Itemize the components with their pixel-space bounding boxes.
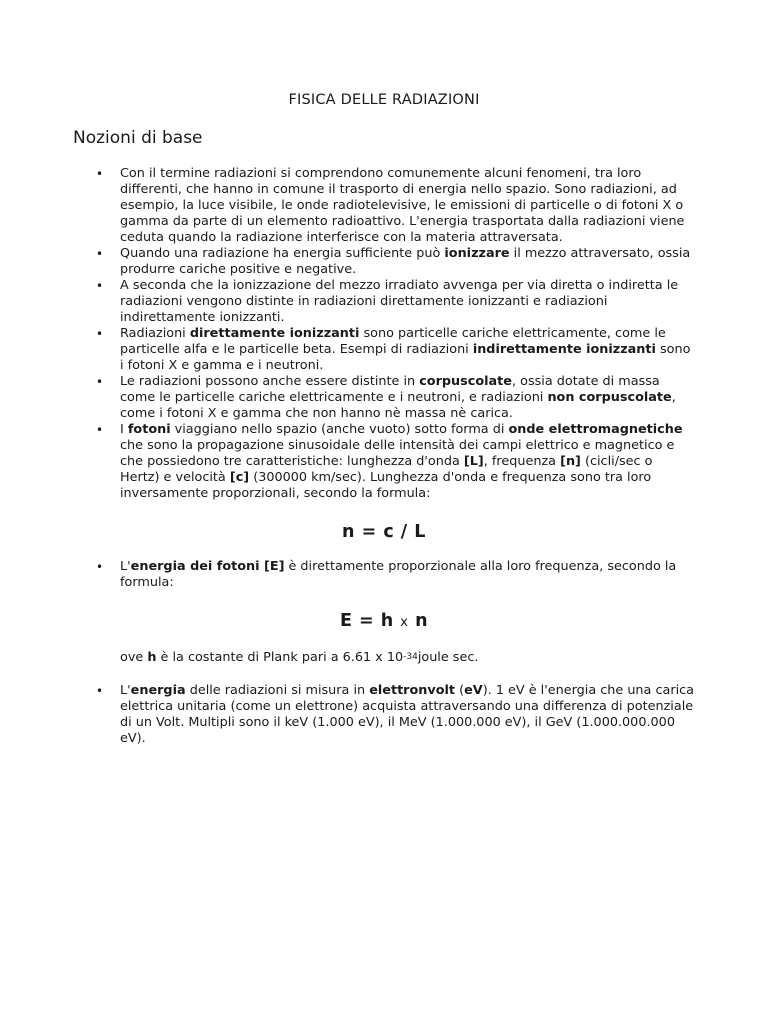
list-item: • A seconda che la ionizzazione del mezzo irradiato avvenga per via diretta o indiretta le radiazioni vengono distinte in radiazioni direttamente ionizzanti e radiazioni indirettamente ionizzanti. bbox=[96, 278, 696, 326]
bullet-list-ev bbox=[96, 683, 696, 747]
document-title: FISICA DELLE RADIAZIONI bbox=[288, 92, 480, 108]
section-heading: Nozioni di base bbox=[73, 128, 203, 148]
planck-note: ove h è la costante di Plank pari a 6.61 x $10^{-34}joule$ sec. bbox=[120, 650, 479, 665]
list-item: • Radiazioni direttamente ionizzanti sono particelle cariche elettricamente, come le particelle alfa e le particelle beta. Esempi di radiazioni indirettamente ionizzanti sono i fotoni X e gamma e i neutroni. bbox=[96, 326, 696, 374]
list-item: • Con il termine radiazioni si comprendono comunemente alcuni fenomeni, tra loro differenti, che hanno in comune il trasporto di energia nello spazio. Sono radiazioni, ad esempio, la luce visibile, le onde radiotelevisive, le emissioni di particelle o di fotoni X o gamma da parte di un elemento radioattivo. L'energia trasportata dalla radiazioni viene ceduta quando la radiazione interferisce con la materia attraversata. bbox=[96, 166, 696, 246]
list-item: • L'energia dei fotoni [E] è direttamente proporzionale alla loro frequenza, secondo la formula: bbox=[96, 559, 696, 591]
list-item: • Le radiazioni possono anche essere distinte in corpuscolate, ossia dotate di massa come le particelle cariche elettricamente e i neutroni, e radiazioni non corpuscolate, come i fotoni X e gamma che non hanno nè massa nè carica. bbox=[96, 374, 696, 422]
bullet-list-energy bbox=[96, 559, 696, 591]
list-item: • I fotoni viaggiano nello spazio (anche vuoto) sotto forma di onde elettromagnetiche che sono la propagazione sinusoidale delle intensità dei campi elettrico e magnetico e che possiedono tre caratteristiche: lunghezza d'onda [L], frequenza [n] (cicli/sec o Hertz) e velocità [c] (300000 km/sec). Lunghezza d'onda e frequenza sono tra loro inversamente proporzionali, secondo la formula: bbox=[96, 422, 696, 502]
list-item: • L'energia delle radiazioni si misura in elettronvolt (eV). 1 eV è l'energia che una carica elettrica unitaria (come un elettrone) acquista attraversando una differenza di potenziale di un Volt. Multipli sono il keV (1.000 eV), il MeV (1.000.000 eV), il GeV (1.000.000.000 eV). bbox=[96, 683, 696, 747]
formula-energy: E = h x n bbox=[339, 611, 429, 631]
formula-frequency: n = c / L bbox=[342, 522, 426, 542]
bullet-list-intro bbox=[96, 166, 696, 502]
list-item: • Quando una radiazione ha energia sufficiente può ionizzare il mezzo attraversato, ossia produrre cariche positive e negative. bbox=[96, 246, 696, 278]
